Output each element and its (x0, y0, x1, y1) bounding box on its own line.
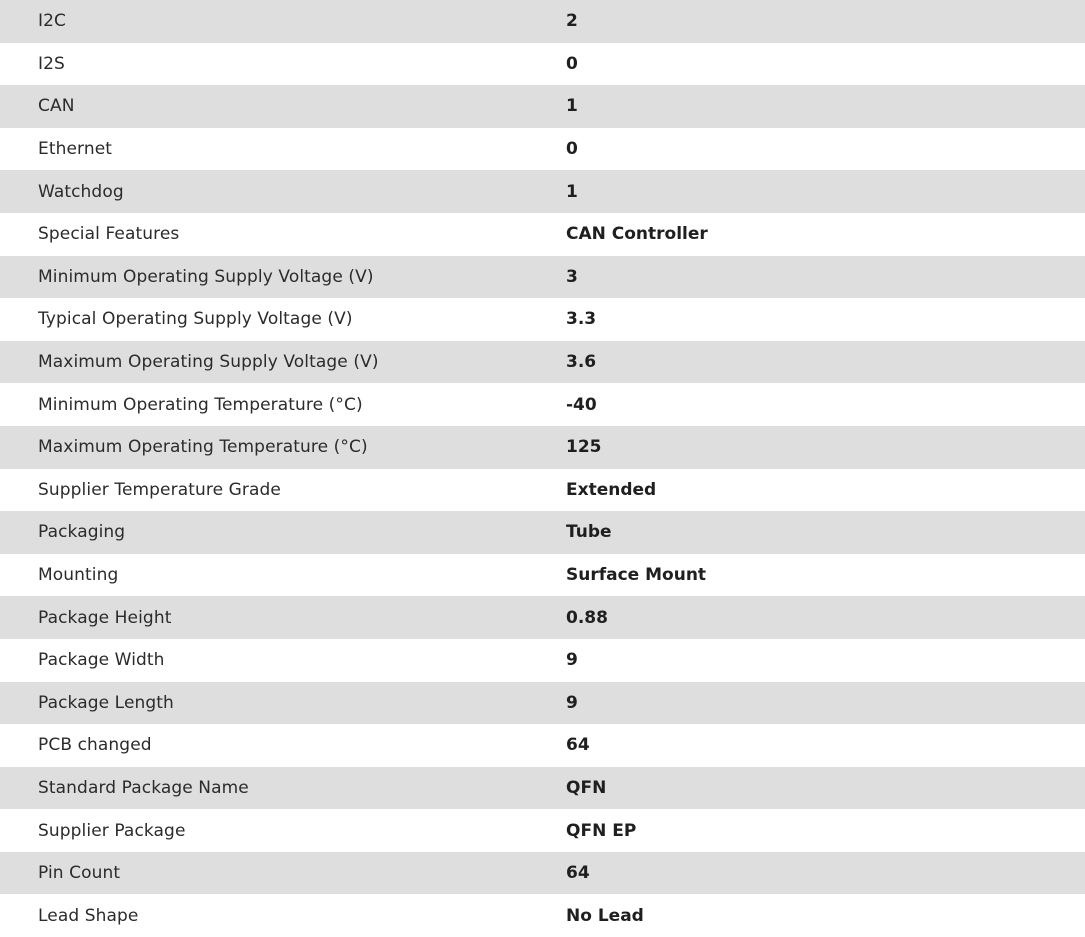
spec-value: No Lead (566, 905, 644, 926)
spec-label: Minimum Operating Temperature (°C) (38, 394, 363, 415)
spec-label: Special Features (38, 224, 180, 245)
spec-row-packaging (0, 511, 1085, 554)
spec-value: QFN (566, 777, 607, 798)
spec-value: Surface Mount (566, 565, 707, 586)
spec-label: Maximum Operating Supply Voltage (V) (38, 352, 379, 373)
spec-row-min-supply-voltage (0, 256, 1085, 299)
spec-value: 9 (566, 650, 578, 671)
spec-row-can (0, 85, 1085, 128)
spec-label: Minimum Operating Supply Voltage (V) (38, 266, 374, 287)
spec-row-i2c (0, 0, 1085, 43)
spec-label: Typical Operating Supply Voltage (V) (38, 309, 353, 330)
spec-label: Package Height (38, 607, 172, 628)
spec-value: 0 (566, 139, 578, 160)
spec-row-special-features (0, 213, 1085, 256)
spec-value: 3.3 (566, 309, 597, 330)
spec-row-standard-package-name (0, 767, 1085, 810)
spec-label: Package Width (38, 650, 165, 671)
spec-row-typ-supply-voltage (0, 298, 1085, 341)
spec-row-lead-shape (0, 894, 1085, 937)
spec-label: Watchdog (38, 181, 124, 202)
spec-value: Tube (566, 522, 612, 543)
spec-row-max-supply-voltage (0, 341, 1085, 384)
spec-label: Supplier Temperature Grade (38, 479, 281, 500)
spec-label: Lead Shape (38, 905, 139, 926)
spec-value: 2 (566, 11, 578, 32)
spec-label: Package Length (38, 692, 174, 713)
spec-label: Maximum Operating Temperature (°C) (38, 437, 368, 458)
spec-value: 64 (566, 863, 590, 884)
spec-value: 64 (566, 735, 590, 756)
spec-label: I2S (38, 53, 65, 74)
spec-value: 1 (566, 96, 578, 117)
spec-value: 3 (566, 266, 578, 287)
spec-value: 3.6 (566, 352, 597, 373)
spec-label: Mounting (38, 565, 119, 586)
spec-value: CAN Controller (566, 224, 708, 245)
spec-row-package-width (0, 639, 1085, 682)
spec-row-temperature-grade (0, 469, 1085, 512)
spec-row-ethernet (0, 128, 1085, 171)
spec-label: Standard Package Name (38, 777, 249, 798)
spec-label: Pin Count (38, 863, 121, 884)
spec-value: QFN EP (566, 820, 637, 841)
spec-row-mounting (0, 554, 1085, 597)
spec-row-min-temperature (0, 383, 1085, 426)
spec-label: I2C (38, 11, 66, 32)
spec-row-package-height (0, 596, 1085, 639)
spec-value: 0.88 (566, 607, 608, 628)
spec-value: 125 (566, 437, 602, 458)
spec-row-i2s (0, 43, 1085, 86)
spec-row-max-temperature (0, 426, 1085, 469)
spec-row-watchdog (0, 170, 1085, 213)
spec-value: 1 (566, 181, 578, 202)
spec-row-package-length (0, 682, 1085, 725)
spec-row-pcb-changed (0, 724, 1085, 767)
spec-value: 9 (566, 692, 578, 713)
spec-label: Supplier Package (38, 820, 186, 841)
spec-value: Extended (566, 479, 657, 500)
spec-value: 0 (566, 53, 578, 74)
spec-value: -40 (566, 394, 597, 415)
spec-label: Ethernet (38, 139, 113, 160)
spec-label: CAN (38, 96, 75, 117)
spec-label: PCB changed (38, 735, 152, 756)
spec-label: Packaging (38, 522, 126, 543)
spec-row-pin-count (0, 852, 1085, 895)
spec-row-supplier-package (0, 809, 1085, 852)
